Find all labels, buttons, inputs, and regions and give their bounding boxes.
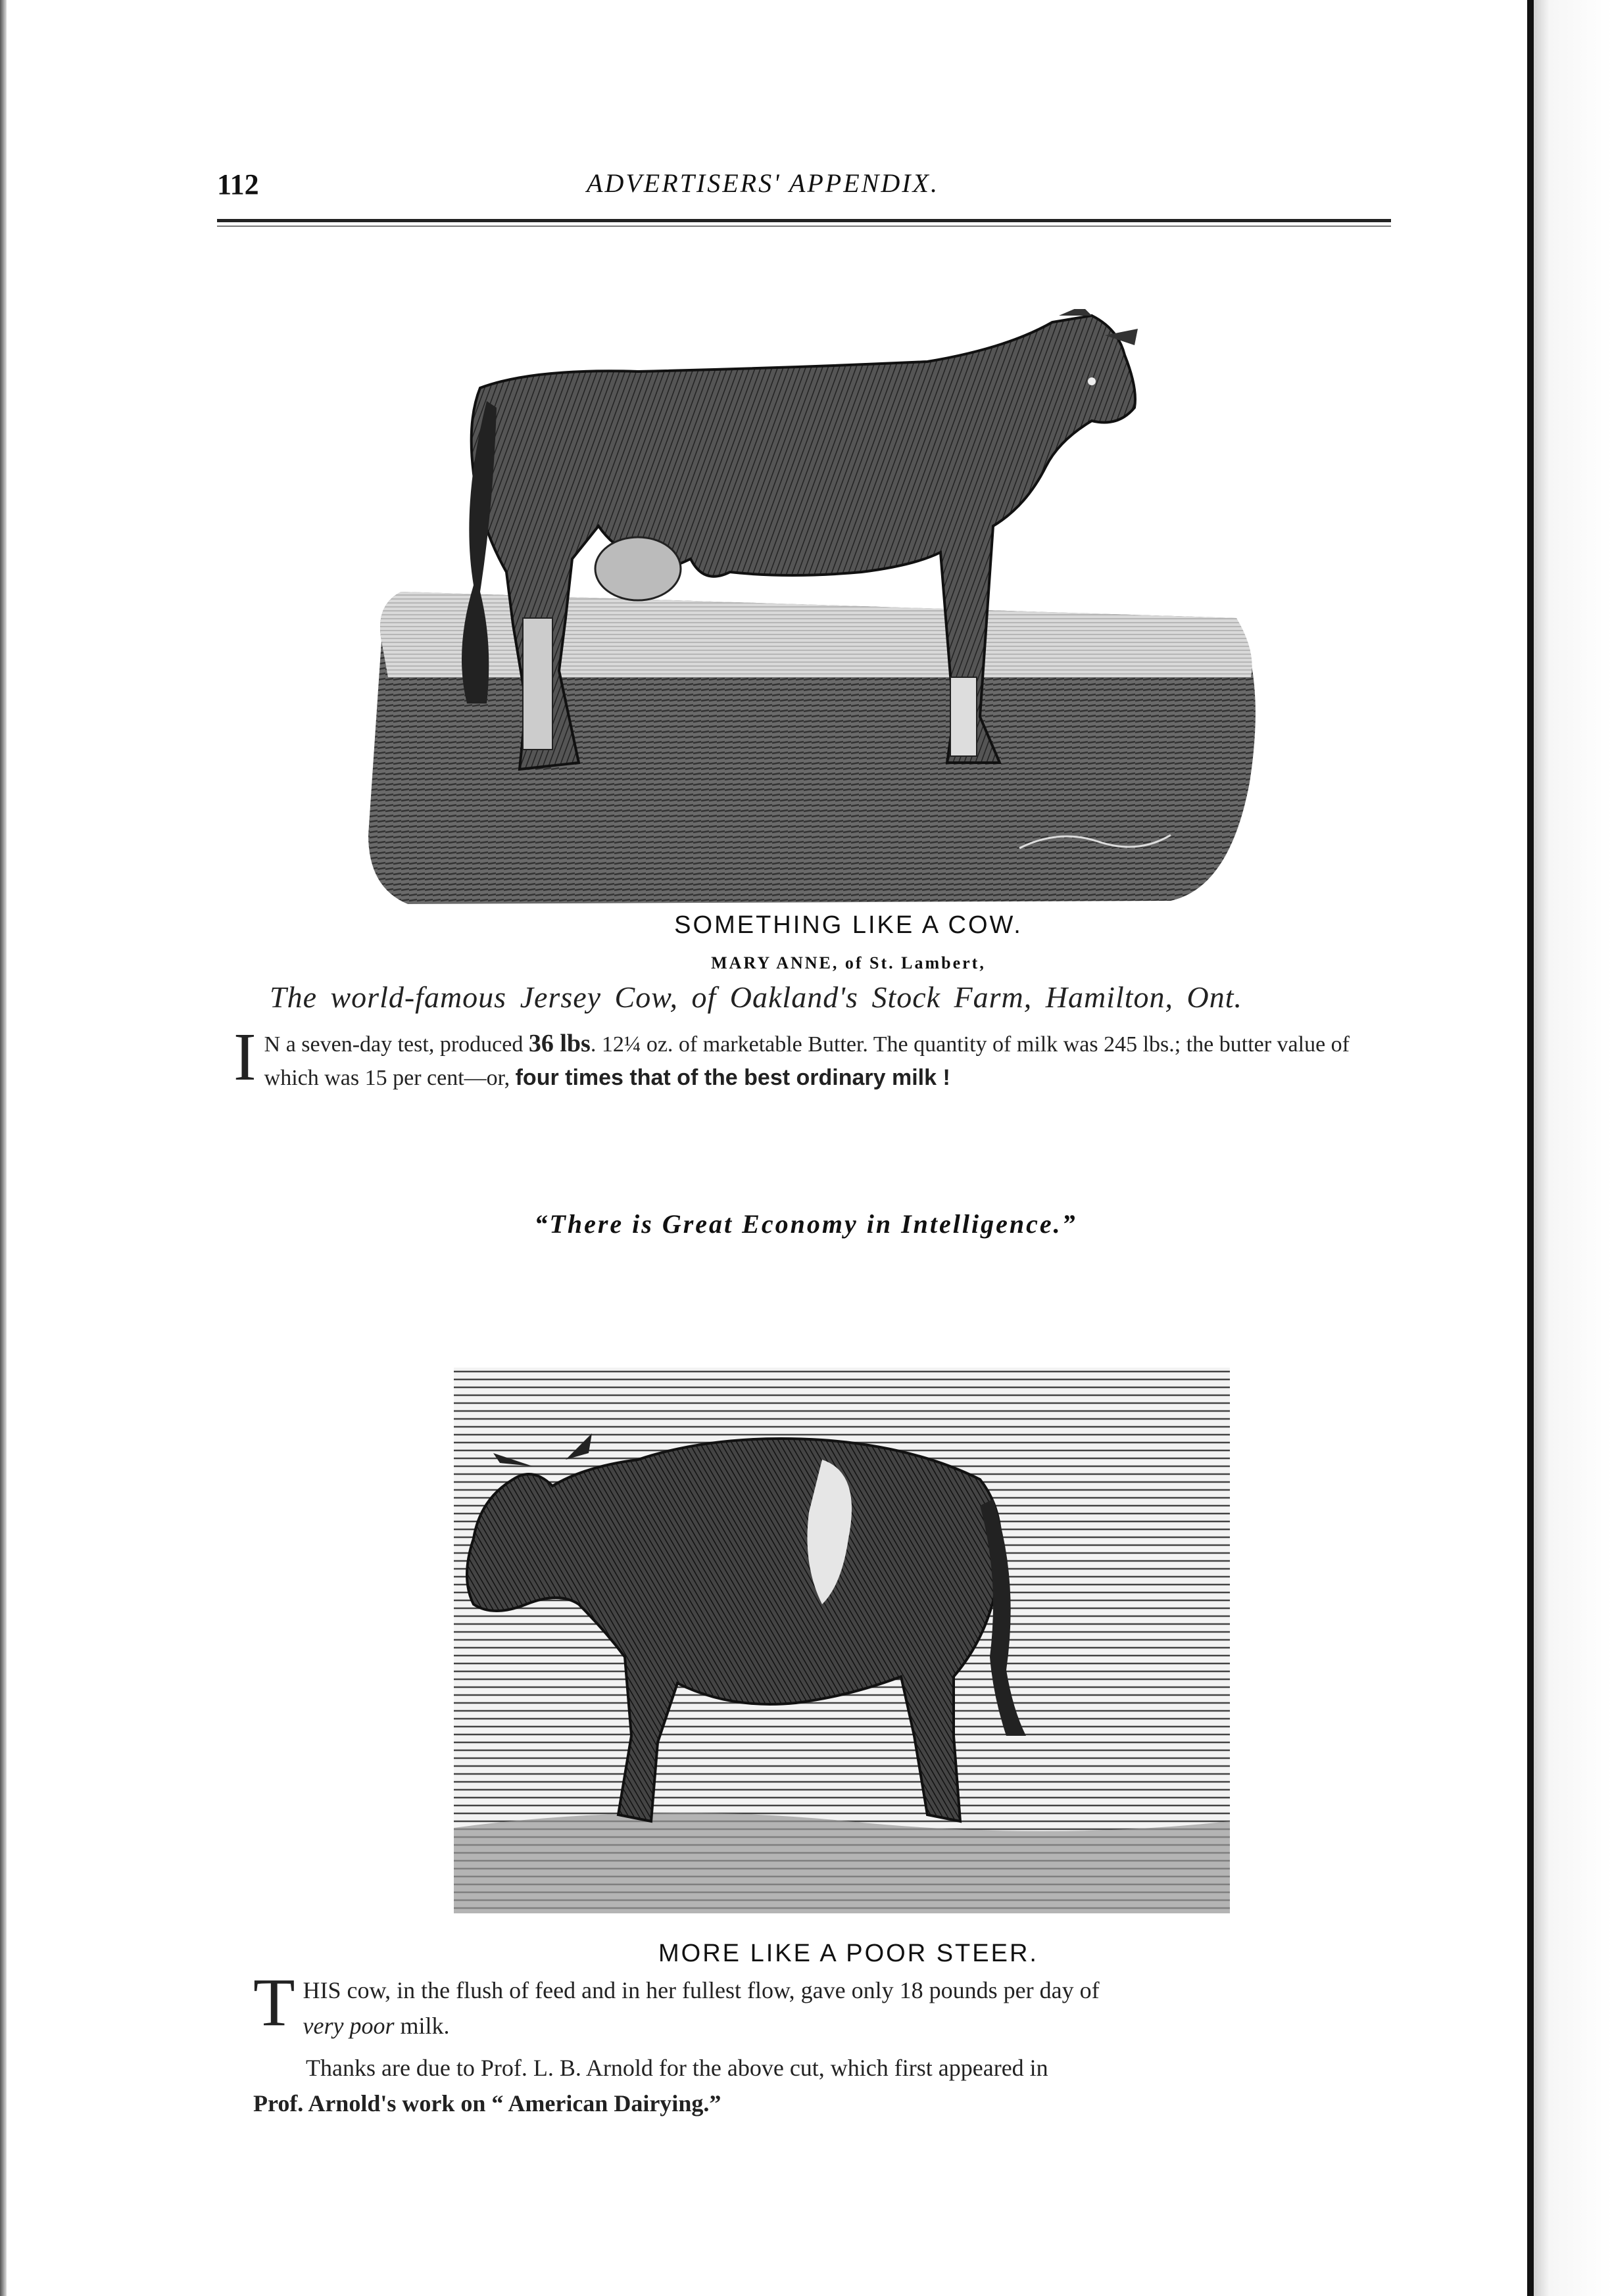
paragraph-this-cow	[253, 1965, 1437, 2044]
paragraph-seven-day-test	[233, 1019, 1404, 1095]
para-2-text-b: milk.	[394, 2013, 450, 2039]
caption-something-like-a-cow: SOMETHING LIKE A COW.	[674, 911, 1023, 939]
page-number: 112	[217, 168, 259, 201]
header-rule	[217, 219, 1391, 222]
scan-edge-right	[1527, 0, 1534, 2296]
scan-edge-left	[0, 0, 7, 2296]
dropcap-i: I	[233, 1019, 256, 1095]
jersey-cow-illustration	[362, 309, 1269, 914]
para-3-line-2: Prof. Arnold's work on “ American Dairying.”	[253, 2090, 721, 2117]
motto-economy-in-intelligence: “There is Great Economy in Intelligence.”	[534, 1209, 1077, 1239]
para-2-text-a: HIS cow, in the flush of feed and in her fullest flow, gave only 18 pounds per day of	[303, 1977, 1100, 2003]
header-rule-thin	[217, 226, 1391, 227]
tagline-jersey-cow: The world-famous Jersey Cow, of Oakland's Stock Farm, Hamilton, Ont.	[270, 980, 1243, 1014]
running-head: ADVERTISERS' APPENDIX.	[587, 168, 939, 198]
dropcap-t: T	[253, 1965, 295, 2040]
para-1-text-c: four times that of the best ordinary milk !	[515, 1065, 950, 1090]
paragraph-thanks	[253, 2050, 1437, 2121]
jersey-cow-engraving	[362, 309, 1269, 914]
para-2-italic: very poor	[303, 2013, 395, 2039]
butter-amount: 36 lbs	[528, 1030, 591, 1057]
para-1-text-b: . 12¼ oz. of marketable Butter. The quantity of milk was 245 lbs.; the butter value of which was 15 per cent—or,	[264, 1032, 1350, 1090]
para-3-line-1: Thanks are due to Prof. L. B. Arnold for the above cut, which first appeared in	[306, 2055, 1048, 2081]
caption-poor-steer: MORE LIKE A POOR STEER.	[658, 1940, 1038, 1967]
para-1-text-a: N a seven-day test, produced	[264, 1032, 529, 1057]
poor-steer-illustration	[454, 1368, 1230, 1913]
poor-steer-engraving	[454, 1368, 1230, 1913]
scan-margin-right	[1534, 0, 1612, 2296]
subcaption-mary-anne: MARY ANNE, of St. Lambert,	[711, 953, 986, 972]
